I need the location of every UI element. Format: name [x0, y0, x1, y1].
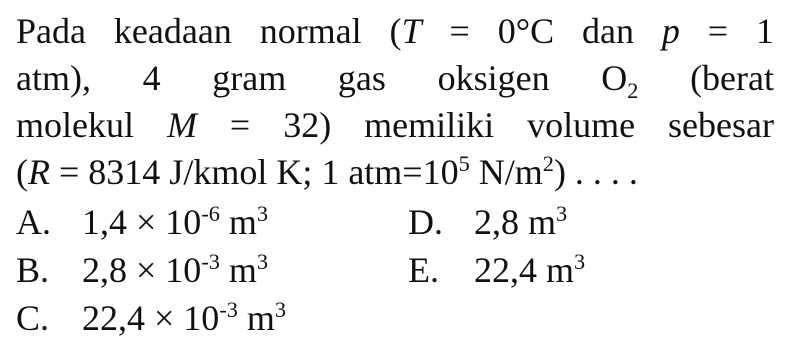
- option-value: 1,4 × 10: [82, 202, 202, 242]
- option-c[interactable]: [16, 296, 286, 340]
- option-unit-exponent: 3: [256, 201, 269, 226]
- option-e[interactable]: [408, 248, 585, 292]
- question-text-segment: = 32) memiliki volume sebesar: [196, 105, 774, 145]
- option-unit: m: [519, 202, 557, 242]
- option-letter: E.: [408, 250, 439, 290]
- question-text-segment: = 0°C dan: [421, 11, 662, 51]
- option-unit: m: [219, 250, 257, 290]
- option-letter: D.: [408, 202, 443, 242]
- option-value: 22,4: [474, 250, 537, 290]
- question-text-segment: Pada keadaan normal (: [16, 11, 402, 51]
- gas-constant-symbol: R: [28, 152, 50, 192]
- option-unit: m: [237, 298, 275, 338]
- option-value: 2,8: [474, 202, 519, 242]
- option-unit: m: [219, 202, 257, 242]
- option-unit-exponent: 3: [556, 201, 568, 226]
- option-unit-exponent: 3: [256, 249, 269, 274]
- option-d[interactable]: [408, 200, 567, 244]
- question-text-segment: (: [16, 152, 28, 192]
- question-line-2: [16, 55, 774, 102]
- option-exponent: -3: [219, 297, 238, 322]
- molar-mass-symbol: M: [166, 105, 197, 145]
- question-text-segment: = 8314 J/kmol K; 1 atm=10: [50, 152, 459, 192]
- question-text-segment: molekul: [16, 105, 167, 145]
- question-text-segment: (berat: [638, 58, 775, 98]
- question-line-4: [16, 149, 774, 196]
- option-letter: A.: [16, 202, 51, 242]
- option-value: 2,8 × 10: [82, 250, 202, 290]
- temperature-symbol: T: [401, 11, 422, 51]
- option-letter: C.: [16, 298, 50, 338]
- option-unit: m: [537, 250, 575, 290]
- question-line-1: [16, 8, 774, 55]
- option-value: 22,4 × 10: [82, 298, 220, 338]
- question-line-3: [16, 102, 774, 149]
- question-text-segment: = 1: [679, 11, 774, 51]
- question-text-segment: N/m: [469, 152, 543, 192]
- question-text-segment: atm), 4 gram gas oksigen O: [16, 58, 628, 98]
- exponent: 5: [458, 151, 470, 176]
- pressure-symbol: p: [661, 11, 680, 51]
- option-letter: B.: [16, 250, 50, 290]
- option-exponent: -3: [201, 249, 220, 274]
- question-text: [16, 8, 774, 196]
- question-text-segment: ) . . . .: [553, 152, 638, 192]
- option-unit-exponent: 3: [274, 297, 287, 322]
- option-exponent: -6: [201, 201, 220, 226]
- oxygen-subscript: 2: [627, 78, 639, 104]
- option-unit-exponent: 3: [574, 249, 586, 274]
- option-b[interactable]: [16, 248, 268, 292]
- option-a[interactable]: [16, 200, 268, 244]
- exponent: 2: [542, 151, 554, 176]
